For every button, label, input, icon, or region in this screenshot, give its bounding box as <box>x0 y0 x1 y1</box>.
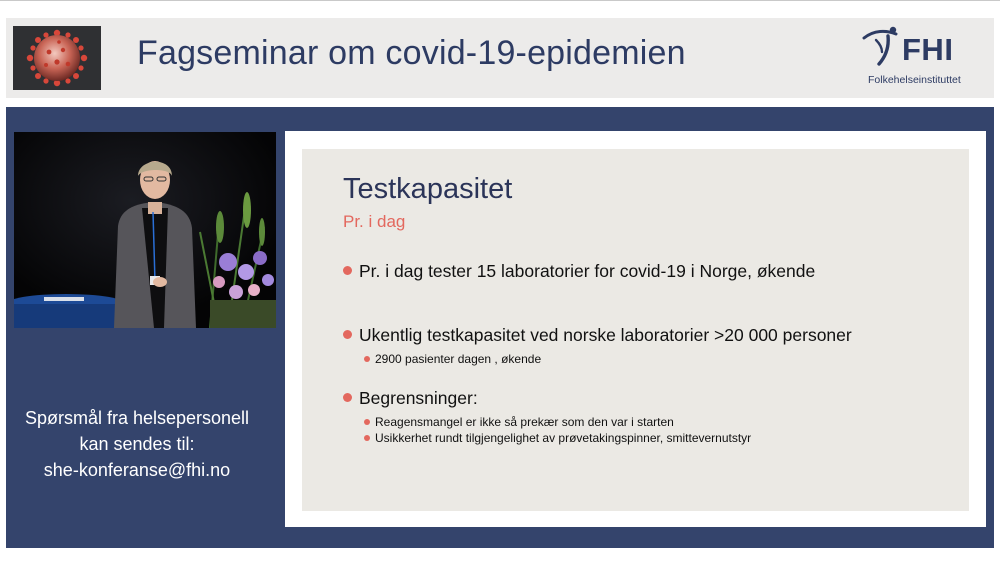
sub-bullet-text: Reagensmangel er ikke så prekær som den var i starten <box>375 415 674 429</box>
contact-line: kan sendes til: <box>79 434 195 454</box>
slide-frame <box>285 131 986 527</box>
contact-info <box>6 405 268 483</box>
sub-bullet-text: 2900 pasienter dagen , økende <box>375 352 542 366</box>
slide <box>302 149 969 511</box>
bullet-dot-icon <box>343 266 352 275</box>
logo-subtitle: Folkehelseinstituttet <box>868 74 961 86</box>
bullet-dot-icon <box>364 435 370 441</box>
logo-text: FHI <box>902 32 954 67</box>
bullet-dot-icon <box>343 393 352 402</box>
bullet-text: Begrensninger: <box>359 388 478 408</box>
bullet-item <box>343 325 852 346</box>
fhi-logo-mark-icon <box>858 24 902 72</box>
sub-bullet-item <box>364 431 751 445</box>
contact-line: Spørsmål fra helsepersonell <box>24 408 250 428</box>
bullet-dot-icon <box>343 330 352 339</box>
page-title: Fagseminar om covid-19-epidemien <box>137 34 686 72</box>
sub-bullet-text: Usikkerhet rundt tilgjengelighet av prøvetakingspinner, smittevernutstyr <box>375 431 752 445</box>
coronavirus-icon <box>13 26 101 90</box>
sub-bullet-item <box>364 352 541 366</box>
speaker-video <box>14 132 276 328</box>
fhi-logo <box>858 24 982 90</box>
presentation-stage <box>6 107 994 548</box>
bullet-item <box>343 388 478 409</box>
slide-title: Testkapasitet <box>343 173 513 205</box>
contact-email[interactable]: she-konferanse@fhi.no <box>43 460 231 480</box>
bullet-dot-icon <box>364 419 370 425</box>
header-bar <box>6 18 994 98</box>
bullet-text: Ukentlig testkapasitet ved norske laboratorier >20 000 personer <box>359 325 852 345</box>
bullet-item <box>343 261 815 282</box>
sub-bullet-item <box>364 415 674 429</box>
slide-subtitle: Pr. i dag <box>343 212 406 231</box>
top-divider <box>0 0 1000 1</box>
bullet-dot-icon <box>364 356 370 362</box>
bullet-text: Pr. i dag tester 15 laboratorier for covid-19 i Norge, økende <box>359 261 816 281</box>
